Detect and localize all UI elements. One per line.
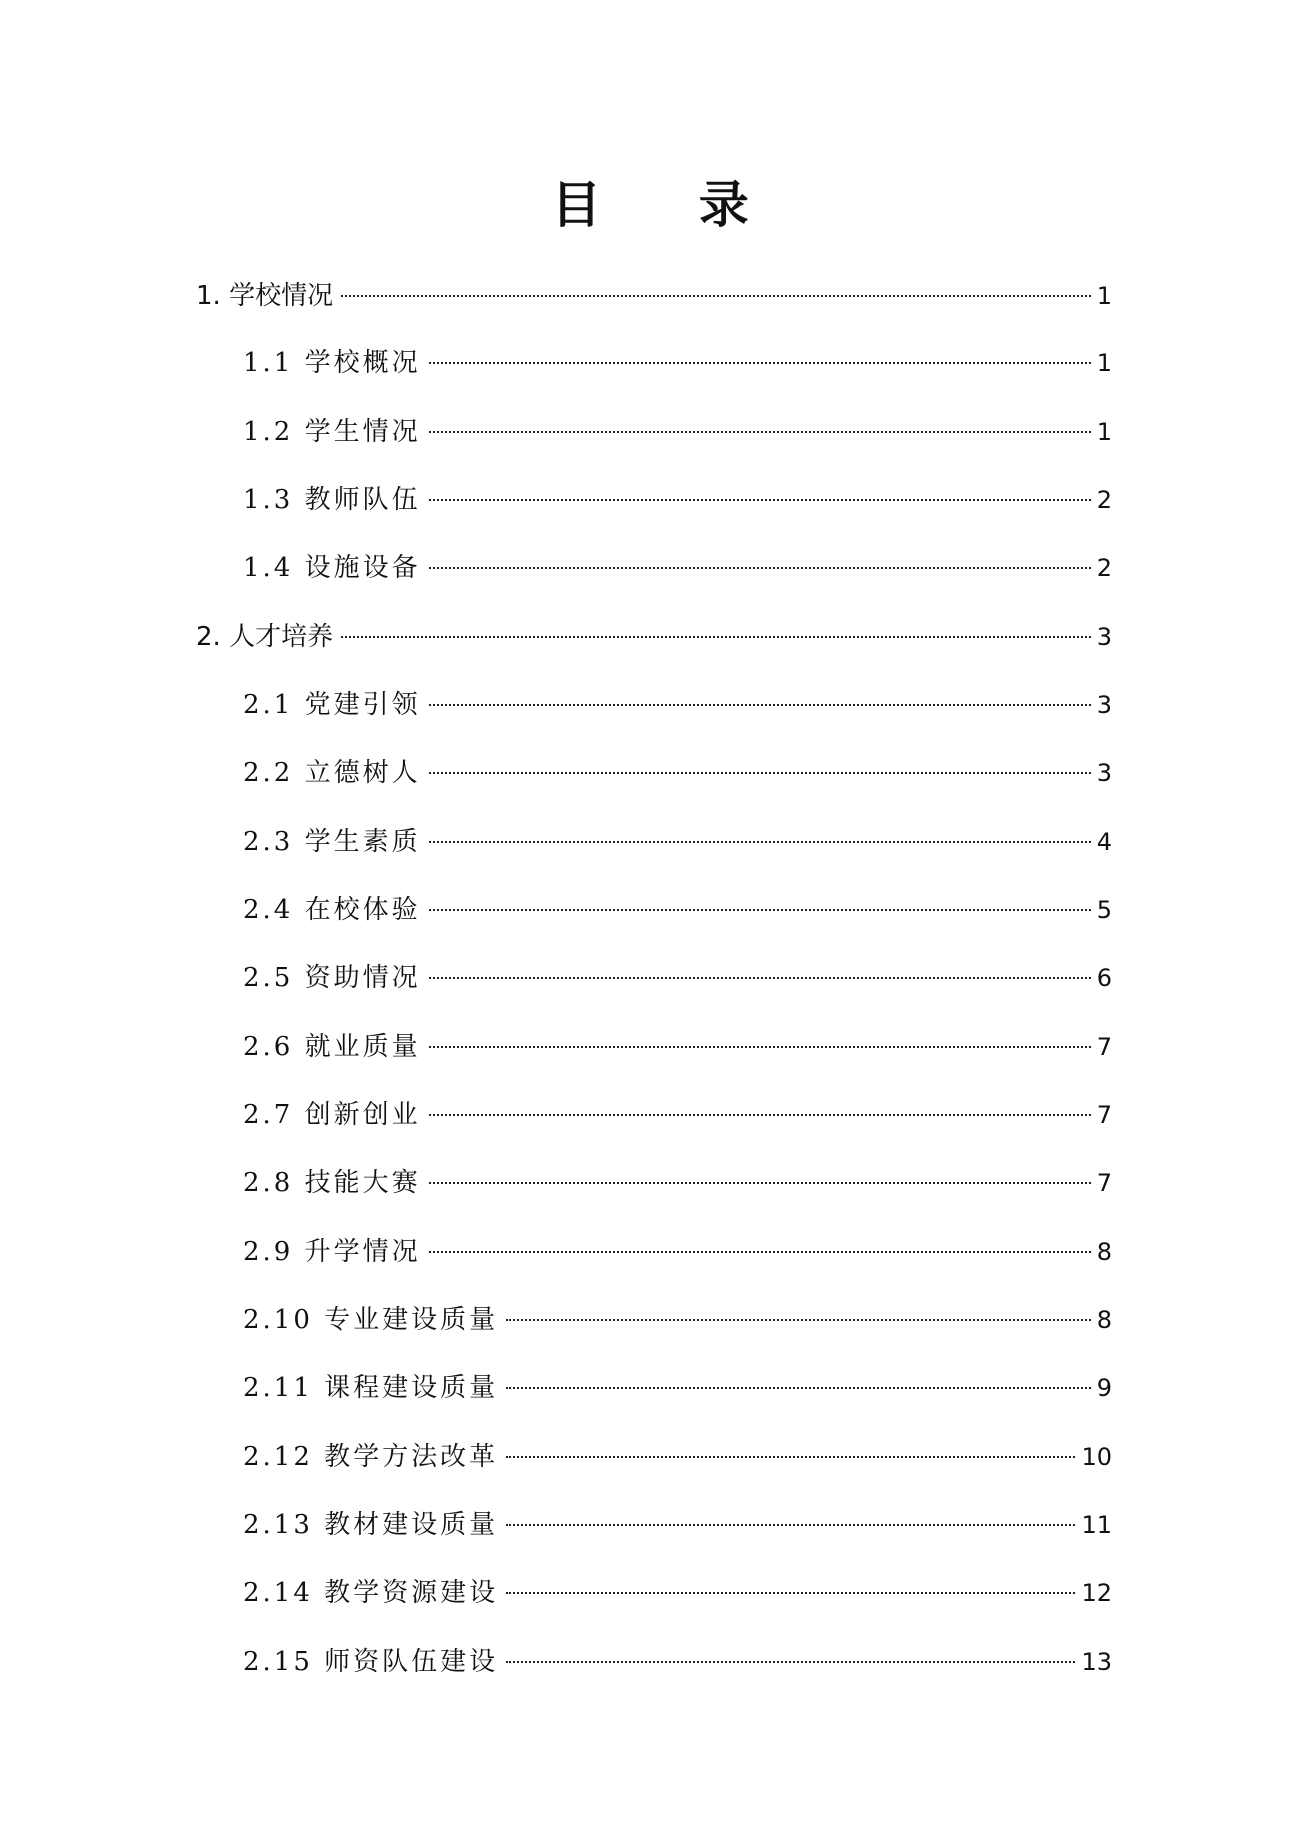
- toc-entry[interactable]: [196, 617, 1112, 657]
- toc-entry[interactable]: [243, 1027, 1112, 1067]
- toc-entry-label: 2.4 在校体验: [243, 895, 421, 925]
- toc-page-number: 2: [1096, 554, 1112, 582]
- dot-leader: [506, 1456, 1075, 1458]
- toc-page-number: 1: [1096, 282, 1112, 310]
- toc-page-number: 10: [1081, 1443, 1112, 1471]
- toc-entry[interactable]: [243, 1095, 1112, 1135]
- toc-page-number: 11: [1081, 1511, 1112, 1539]
- toc-entry-label: 2.14 教学资源建设: [243, 1578, 499, 1608]
- toc-page-number: 1: [1096, 418, 1112, 446]
- toc-page-number: 7: [1096, 1169, 1112, 1197]
- toc-entry-label: 1.2 学生情况: [243, 417, 421, 447]
- toc-entry-label: 2.10 专业建设质量: [243, 1305, 499, 1335]
- toc-entry[interactable]: [243, 1232, 1112, 1272]
- toc-entry-label: 2.7 创新创业: [243, 1100, 421, 1130]
- dot-leader: [429, 567, 1091, 569]
- toc-page-number: 6: [1096, 964, 1112, 992]
- toc-entry-label: 2.9 升学情况: [243, 1237, 421, 1267]
- toc-page-number: 8: [1096, 1306, 1112, 1334]
- toc-entry[interactable]: [243, 1505, 1112, 1545]
- toc-entry-label: 1. 学校情况: [196, 281, 334, 311]
- dot-leader: [429, 772, 1091, 774]
- toc-entry[interactable]: [243, 480, 1112, 520]
- toc-page-number: 3: [1096, 691, 1112, 719]
- toc-entry-label: 2.2 立德树人: [243, 758, 421, 788]
- toc-page-number: 3: [1096, 759, 1112, 787]
- toc-entry-label: 1.1 学校概况: [243, 348, 421, 378]
- toc-page-number: 13: [1081, 1648, 1112, 1676]
- toc-entry[interactable]: [243, 685, 1112, 725]
- toc-entry-label: 2.6 就业质量: [243, 1032, 421, 1062]
- toc-entry[interactable]: [243, 343, 1112, 383]
- toc-page-number: 7: [1096, 1033, 1112, 1061]
- toc-entry-label: 2.5 资助情况: [243, 963, 421, 993]
- dot-leader: [506, 1524, 1075, 1526]
- toc-page-number: 4: [1096, 828, 1112, 856]
- dot-leader: [506, 1319, 1091, 1321]
- toc-entry-label: 2.12 教学方法改革: [243, 1442, 499, 1472]
- toc-entry[interactable]: [243, 1437, 1112, 1477]
- toc-entry-label: 2.13 教材建设质量: [243, 1510, 499, 1540]
- dot-leader: [429, 977, 1091, 979]
- dot-leader: [429, 431, 1091, 433]
- dot-leader: [341, 636, 1091, 638]
- dot-leader: [429, 1251, 1091, 1253]
- toc-entry[interactable]: [243, 1642, 1112, 1682]
- toc-entry-label: 1.3 教师队伍: [243, 485, 421, 515]
- toc-entry[interactable]: [243, 548, 1112, 588]
- dot-leader: [341, 295, 1091, 297]
- dot-leader: [429, 841, 1091, 843]
- dot-leader: [429, 362, 1091, 364]
- dot-leader: [506, 1592, 1075, 1594]
- toc-entry-label: 2. 人才培养: [196, 622, 334, 652]
- toc-entry-label: 2.3 学生素质: [243, 827, 421, 857]
- page-title: 目 录: [551, 175, 789, 234]
- toc-entry[interactable]: [243, 1573, 1112, 1613]
- dot-leader: [429, 909, 1091, 911]
- toc-entry-label: 2.15 师资队伍建设: [243, 1647, 499, 1677]
- dot-leader: [429, 704, 1091, 706]
- dot-leader: [506, 1387, 1091, 1389]
- toc-entry[interactable]: [243, 890, 1112, 930]
- toc-entry[interactable]: [243, 958, 1112, 998]
- toc-entry[interactable]: [196, 276, 1112, 316]
- dot-leader: [506, 1661, 1075, 1663]
- dot-leader: [429, 1046, 1091, 1048]
- toc-entry[interactable]: [243, 1368, 1112, 1408]
- dot-leader: [429, 499, 1091, 501]
- toc-entry[interactable]: [243, 753, 1112, 793]
- toc-page-number: 8: [1096, 1238, 1112, 1266]
- toc-entry-label: 2.11 课程建设质量: [243, 1373, 499, 1403]
- toc-page-number: 3: [1096, 623, 1112, 651]
- toc-entry-label: 1.4 设施设备: [243, 553, 421, 583]
- toc-page-number: 12: [1081, 1579, 1112, 1607]
- toc-entry[interactable]: [243, 1300, 1112, 1340]
- toc-page-number: 7: [1096, 1101, 1112, 1129]
- toc-entry[interactable]: [243, 412, 1112, 452]
- toc-page-number: 1: [1096, 349, 1112, 377]
- toc-page-number: 5: [1096, 896, 1112, 924]
- dot-leader: [429, 1114, 1091, 1116]
- toc-page-number: 2: [1096, 486, 1112, 514]
- toc-entry-label: 2.1 党建引领: [243, 690, 421, 720]
- dot-leader: [429, 1182, 1091, 1184]
- toc-entry-label: 2.8 技能大赛: [243, 1168, 421, 1198]
- toc-page-number: 9: [1096, 1374, 1112, 1402]
- toc-entry[interactable]: [243, 822, 1112, 862]
- toc-entry[interactable]: [243, 1163, 1112, 1203]
